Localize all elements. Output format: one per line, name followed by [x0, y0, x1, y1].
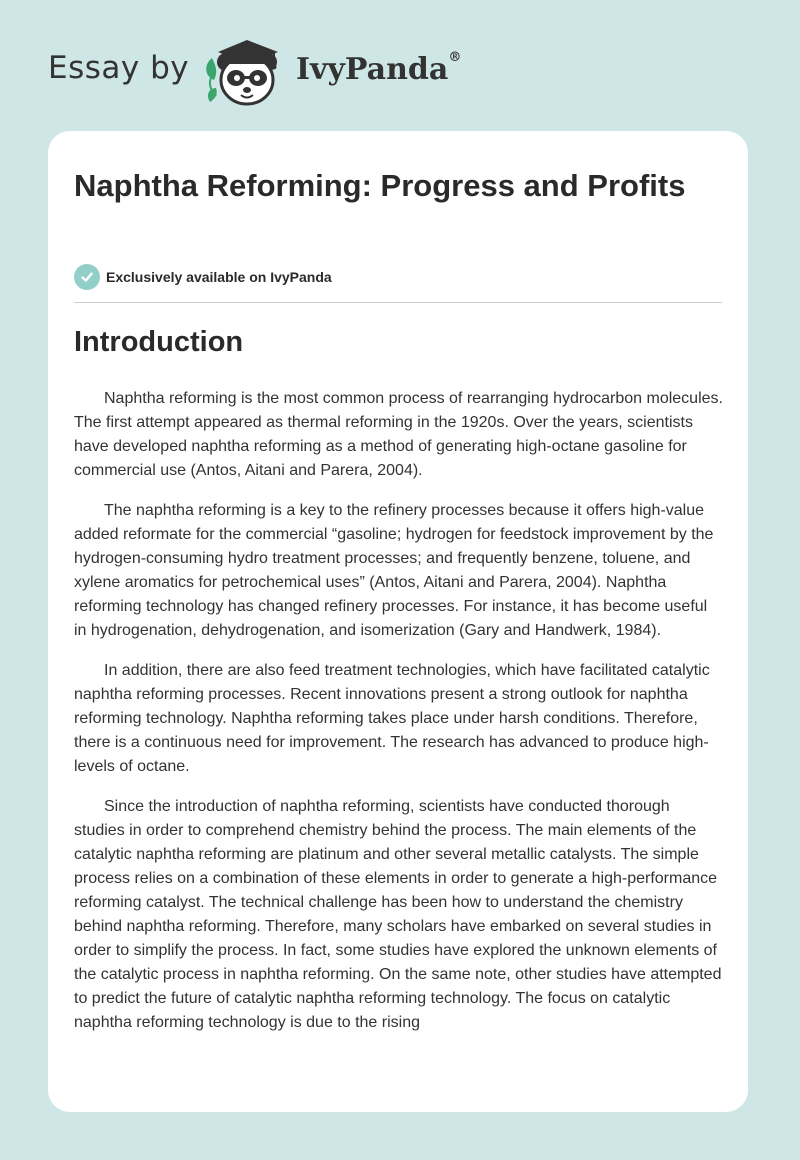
section-heading-introduction: Introduction: [74, 326, 244, 358]
paragraph: In addition, there are also feed treatment technologies, which have facilitated catalytic naphtha reforming processes. Recent innovations present a strong outlook for naphtha reforming technology. Naphtha reforming takes place under harsh conditions. Therefore, there is a continuous need for improvement. The research has advanced to produce high-levels of octane.: [74, 662, 710, 775]
trademark-symbol: ®: [448, 50, 462, 65]
article-card: [48, 131, 748, 1112]
paragraph: Naphtha reforming is the most common process of rearranging hydrocarbon molecules. The first attempt appeared as thermal reforming in the 1920s. Over the years, scientists have developed naphtha reforming as a method of generating high-octane gasoline for commercial use (Antos, Aitani and Parera, 2004).: [74, 390, 723, 479]
paragraph: The naphtha reforming is a key to the refinery processes because it offers high-value added reformate for the commercial “gasoline; hydrogen for feedstock improvement by the hydrogen-consuming hydro treatment processes; and frequently benzene, toluene, and xylene aromatics for petrochemical uses” (Antos, Aitani and Parera, 2004). Naphtha reforming technology has changed refinery processes. For instance, it has become useful in hydrogenation, dehydrogenation, and isomerization (Gary and Handwerk, 1984).: [74, 502, 714, 639]
essay-by-label: Essay by: [48, 50, 190, 86]
panda-graduate-icon[interactable]: [200, 36, 292, 108]
check-icon: [74, 264, 100, 290]
brand-name: IvyPanda: [296, 52, 449, 87]
exclusive-label: Exclusively available on IvyPanda: [106, 269, 332, 285]
divider: [74, 302, 722, 303]
article-body: [74, 387, 724, 1051]
article-title: Naphtha Reforming: Progress and Profits: [74, 168, 686, 203]
paragraph: Since the introduction of naphtha reforming, scientists have conducted thorough studies in order to comprehend chemistry behind the process. The main elements of the catalytic naphtha reforming are platinum and other several metallic catalysts. The simple process relies on a combination of these elements in order to generate a high-performance reforming catalyst. The technical challenge has been how to understand the chemistry behind naphtha reforming. Therefore, many scholars have embarked on several studies in order to simplify the process. In fact, some studies have explored the unknown elements of the catalytic process in naphtha reforming. On the same note, other studies have attempted to predict the future of catalytic naphtha reforming technology. The focus on catalytic naphtha reforming technology is due to the rising: [74, 798, 722, 1031]
site-header: [0, 0, 800, 130]
exclusive-badge: [74, 264, 332, 290]
brand-logo-text[interactable]: [296, 52, 461, 87]
